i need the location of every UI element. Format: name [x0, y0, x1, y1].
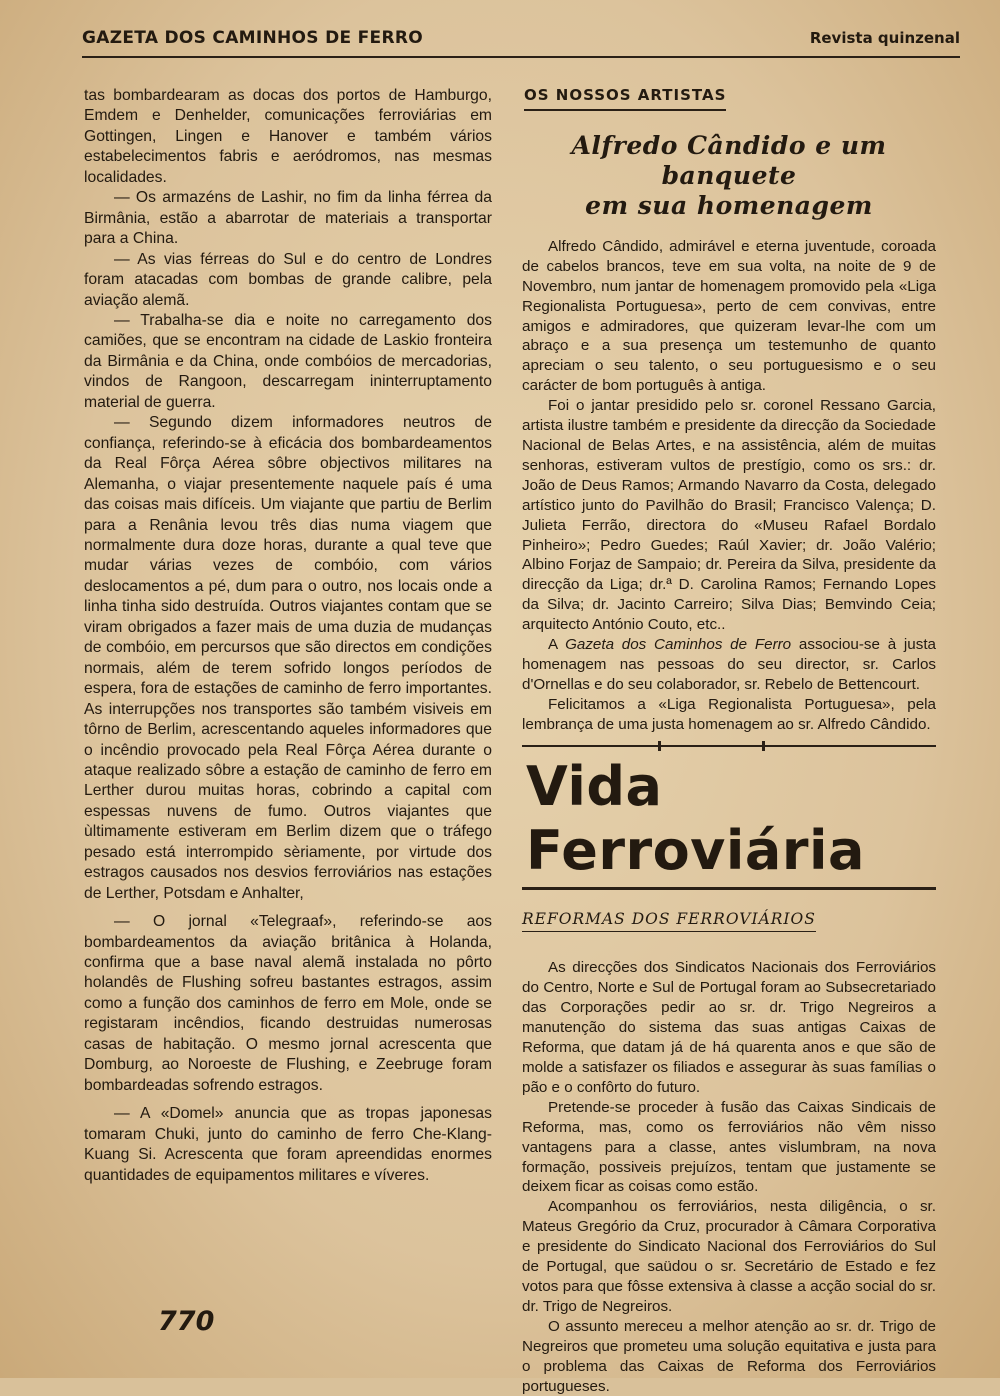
article-title [522, 131, 936, 221]
artists-section-label: OS NOSSOS ARTISTAS [524, 86, 726, 111]
divider-mark [762, 741, 765, 751]
news-paragraph: — As vias férreas do Sul e do centro de Londres foram atacadas com bombas de grande calibre, pela aviação alemã. [84, 250, 492, 309]
reformas-sublabel: REFORMAS DOS FERROVIÁRIOS [522, 910, 816, 933]
article-paragraph: O assunto mereceu a melhor atenção ao sr. dr. Trigo de Negreiros que prometeu uma solução equitativa e justa para o problema das Caixas de Reforma dos Ferroviários portugueses. [522, 1317, 936, 1395]
divider-line [522, 745, 936, 747]
news-paragraph: — O jornal «Telegraaf», referindo-se aos bombardeamentos da aviação britânica à Holanda, confirma que a base naval alemã instalada no pôrto holandês de Flushing sofreu bastantes estragos, assim como a função dos caminhos de ferro em Mole, onde se registaram incêndios, ficando destruidas numerosas casas de habitação. O mesmo jornal acrescenta que Domburg, ao Noroeste de Flushing, e Zeebruge foram bombardeadas sofrendo estragos. [84, 913, 492, 1094]
article-paragraph-gazeta [522, 635, 936, 695]
article-title-line-2: em sua homenagem [585, 190, 873, 220]
right-column [522, 86, 936, 1396]
section-divider [522, 741, 936, 751]
divider-mark [658, 741, 661, 751]
gazeta-name: Gazeta dos Caminhos de Ferro [565, 636, 792, 654]
news-paragraph: — Os armazéns de Lashir, no fim da linha férrea da Birmânia, estão a abarrotar de materiais a transportar para a China. [84, 189, 492, 248]
vida-ferroviaria-heading: Vida Ferroviária [526, 754, 865, 882]
article-paragraph: As direcções dos Sindicatos Nacionais dos Ferroviários do Centro, Norte e Sul de Portugal foram ao Subsecretariado das Corporações pedir ao sr. dr. Trigo Negreiros a manutenção do sistema das suas antigas Caixas de Reforma, que datam já de há quarenta anos e que são de molde a satisfazer os filiados e assegurar às suas famílias o pão e o confôrto do futuro. [522, 959, 936, 1096]
gazeta-pre: A [548, 636, 566, 654]
left-column [84, 86, 492, 1186]
article-paragraph: Alfredo Cândido, admirável e eterna juventude, coroada de cabelos brancos, teve em sua volta, na noite de 9 de Novembro, num jantar de homenagem promovido pela «Liga Regionalista Portuguesa», perto de cem convivas, entre amigos e admiradores, que quizeram levar-lhe com um abraço e a sua presença um testemunho de quanto apreciam o seu talento, o seu portuguesismo e o seu carácter de bom português à antiga. [522, 237, 936, 395]
page-header [82, 26, 960, 58]
article-title-line-1: Alfredo Cândido e um banquete [571, 130, 887, 190]
magazine-title: GAZETA DOS CAMINHOS DE FERRO [82, 28, 423, 48]
news-paragraph: tas bombardearam as docas dos portos de Hamburgo, Emdem e Denhelder, comunicações ferroviárias em Gottingen, Lingen e Hanover e também vários estabelecimentos fabris e aeródromos, nas mesmas localidades. [84, 87, 492, 186]
article-paragraph: Foi o jantar presidido pelo sr. coronel Ressano Garcia, artista ilustre também e presidente da direcção da Sociedade Nacional de Belas Artes, e na assistência, além de muitas senhoras, estiveram vultos de prestígio, como os srs.: dr. João de Deus Ramos; Armando Navarro da Costa, delegado artístico junto do Pavilhão do Brasil; Francisco Valença; D. Julieta Ferrão, directora do «Museu Rafael Bordalo Pinheiro»; Pedro Guedes; Raúl Xavier; dr. João Valério; Albino Forjaz de Sampaio; dr. Pereira da Silva, presidente da direcção da Liga; dr.ª D. Carolina Ramos; Fernando Lopes da Silva; dr. Jacinto Carreiro; Silva Dias; Bemvindo Ceia; arquitecto António Couto, etc.. [522, 397, 936, 634]
news-paragraph: — A «Domel» anuncia que as tropas japonesas tomaram Chuki, junto do caminho de ferro Che-Klang-Kuang Si. Acrescenta que foram apreendidas enormes quantidades de equipamentos militares e víveres. [84, 1105, 492, 1184]
news-paragraph: — Trabalha-se dia e noite no carregamento dos camiões, que se encontram na cidade de Laskio fronteira da Birmânia e da China, onde combóios de mercadorias, vindos de Rangoon, descarregam ininterruptamento material de guerra. [84, 311, 492, 411]
news-paragraph: — Segundo dizem informadores neutros de confiança, referindo-se à eficácia dos bombardeamentos da Real Fôrça Aérea sôbre objectivos militares na Alemanha, o viajar presentemente naquele país é uma das coisas mais difíceis. Um viajante que partiu de Berlim para a Renânia levou três dias numa viagem que normalmente dura doze horas, durante a qual teve que mudar várias vezes de combóio, com vários deslocamentos a pé, dum para o outro, nos locais onde a linha tinha sido destruída. Outros viajantes contam que se viram obrigados a fazer mais de uma duzia de mudanças de combóio, em percursos que são directos em condições normais, além de terem sofrido longos períodos de espera, fora de estações de caminho de ferro importantes. As interrupções nos transportes são também visiveis em tôrno de Berlim, acrescentando aqueles informadores que o incêndio provocado pela Real Fôrça Aérea durante o ataque realizado sôbre a estação de caminho de ferro em Lerther durou muitas horas, cobrindo a capital com espessas nuvens de fumo. Outros viajantes que ùltimamente estiveram em Berlim dizem que o tráfego pesado está interrompido sèriamente, por virtude dos estragos causados nos desvios ferroviários nas estações de Lerther, Potsdam e Anhalter, [84, 414, 492, 902]
heading-rule [522, 887, 936, 890]
gazeta-post: associou-se à justa homenagem nas pessoas do seu director, sr. Carlos d'Ornellas e do seu colaborador, sr. Rebelo de Bettencourt. [522, 636, 937, 693]
article-paragraph: Pretende-se proceder à fusão das Caixas Sindicais de Reforma, mas, como os ferroviários não vêm nisso vantagens para a classe, antes vislumbram, na nova formação, possiveis prejuízos, tentam que justamente se deixem ficar as coisas como estão. [522, 1098, 936, 1196]
magazine-subtitle: Revista quinzenal [809, 29, 960, 47]
article-paragraph: Acompanhou os ferroviários, nesta diligência, o sr. Mateus Gregório da Cruz, procurador à Câmara Corporativa e presidente do Sindicato Nacional dos Ferroviários do Sul de Portugal, que saüdou o sr. Secretário de Estado e fez votos para que fôsse extensiva à classe a acção social do sr. dr. Trigo de Negreiros. [522, 1198, 936, 1315]
article-paragraph: Felicitamos a «Liga Regionalista Portuguesa», pela lembrança de uma justa homenagem ao sr. Alfredo Cândido. [522, 695, 936, 733]
page-number: 770 [158, 1306, 215, 1337]
